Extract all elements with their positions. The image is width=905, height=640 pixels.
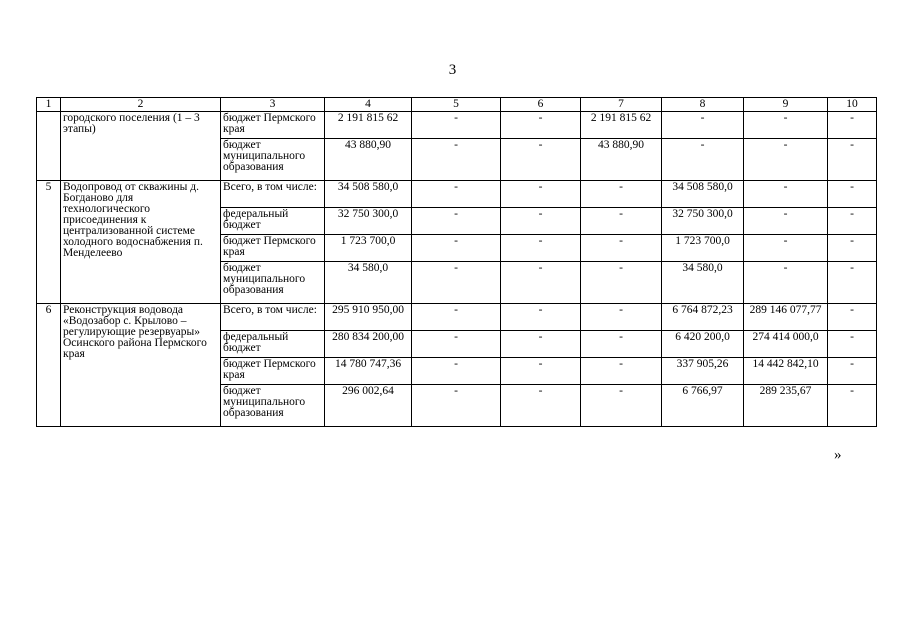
- amount-cell-6: -: [501, 181, 581, 208]
- header-cell: 6: [501, 98, 581, 112]
- amount-cell-10: -: [828, 358, 877, 385]
- amount-cell-7: 43 880,90: [581, 139, 662, 181]
- amount-cell-6: -: [501, 139, 581, 181]
- funding-source: федеральный бюджет: [221, 331, 325, 358]
- amount-cell-5: -: [412, 112, 501, 139]
- amount-cell-8: 34 580,0: [662, 262, 744, 304]
- amount-cell-9: -: [744, 208, 828, 235]
- row-number: 6: [37, 304, 61, 427]
- amount-cell-8: 32 750 300,0: [662, 208, 744, 235]
- funding-source: Всего, в том числе:: [221, 181, 325, 208]
- amount-cell-4: 34 580,0: [325, 262, 412, 304]
- amount-cell-6: -: [501, 304, 581, 331]
- amount-cell-10: -: [828, 331, 877, 358]
- amount-cell-8: 6 764 872,23: [662, 304, 744, 331]
- amount-cell-9: 289 146 077,77: [744, 304, 828, 331]
- amount-cell-6: -: [501, 235, 581, 262]
- amount-cell-7: -: [581, 181, 662, 208]
- funding-source: Всего, в том числе:: [221, 304, 325, 331]
- amount-cell-9: -: [744, 262, 828, 304]
- amount-cell-5: -: [412, 181, 501, 208]
- amount-cell-7: -: [581, 358, 662, 385]
- header-cell: 3: [221, 98, 325, 112]
- amount-cell-8: 6 766,97: [662, 385, 744, 427]
- closing-quote: »: [834, 447, 842, 463]
- header-cell: 5: [412, 98, 501, 112]
- amount-cell-6: -: [501, 331, 581, 358]
- header-cell: 4: [325, 98, 412, 112]
- amount-cell-4: 43 880,90: [325, 139, 412, 181]
- amount-cell-4: 2 191 815 62: [325, 112, 412, 139]
- amount-cell-10: -: [828, 139, 877, 181]
- amount-cell-5: -: [412, 385, 501, 427]
- amount-cell-8: 6 420 200,0: [662, 331, 744, 358]
- header-cell: 10: [828, 98, 877, 112]
- amount-cell-8: -: [662, 139, 744, 181]
- amount-cell-4: 14 780 747,36: [325, 358, 412, 385]
- amount-cell-10: -: [828, 385, 877, 427]
- project-name: городского поселения (1 – 3 этапы): [61, 112, 221, 181]
- amount-cell-7: -: [581, 331, 662, 358]
- amount-cell-6: -: [501, 112, 581, 139]
- amount-cell-7: -: [581, 208, 662, 235]
- amount-cell-5: -: [412, 262, 501, 304]
- funding-source: бюджет Пермского края: [221, 358, 325, 385]
- amount-cell-7: -: [581, 385, 662, 427]
- amount-cell-8: 337 905,26: [662, 358, 744, 385]
- amount-cell-4: 280 834 200,00: [325, 331, 412, 358]
- amount-cell-10: -: [828, 304, 877, 331]
- project-name: Водопровод от скважины д. Богданово для технологического присоединения к централизованной системе холодного водоснабжения п. Менделеево: [61, 181, 221, 304]
- header-cell: 8: [662, 98, 744, 112]
- amount-cell-5: -: [412, 304, 501, 331]
- amount-cell-5: -: [412, 139, 501, 181]
- amount-cell-9: 289 235,67: [744, 385, 828, 427]
- amount-cell-10: -: [828, 208, 877, 235]
- table-row: [37, 112, 877, 139]
- header-cell: 9: [744, 98, 828, 112]
- amount-cell-8: 34 508 580,0: [662, 181, 744, 208]
- amount-cell-6: -: [501, 358, 581, 385]
- funding-source: бюджет муниципального образования: [221, 262, 325, 304]
- amount-cell-6: -: [501, 262, 581, 304]
- amount-cell-5: -: [412, 208, 501, 235]
- amount-cell-6: -: [501, 208, 581, 235]
- header-cell: 2: [61, 98, 221, 112]
- amount-cell-8: 1 723 700,0: [662, 235, 744, 262]
- amount-cell-5: -: [412, 235, 501, 262]
- amount-cell-9: 274 414 000,0: [744, 331, 828, 358]
- funding-source: бюджет муниципального образования: [221, 139, 325, 181]
- amount-cell-9: -: [744, 235, 828, 262]
- amount-cell-4: 1 723 700,0: [325, 235, 412, 262]
- row-number: [37, 112, 61, 181]
- header-cell: 7: [581, 98, 662, 112]
- amount-cell-9: 14 442 842,10: [744, 358, 828, 385]
- amount-cell-10: -: [828, 112, 877, 139]
- amount-cell-10: -: [828, 262, 877, 304]
- row-number: 5: [37, 181, 61, 304]
- amount-cell-4: 34 508 580,0: [325, 181, 412, 208]
- page-number: 3: [448, 62, 457, 78]
- amount-cell-7: -: [581, 262, 662, 304]
- header-row: [37, 98, 877, 112]
- amount-cell-10: -: [828, 235, 877, 262]
- project-name: Реконструкция водовода «Водозабор с. Крылово – регулирующие резервуары» Осинского района Пермского края: [61, 304, 221, 427]
- amount-cell-4: 295 910 950,00: [325, 304, 412, 331]
- amount-cell-5: -: [412, 358, 501, 385]
- amount-cell-9: -: [744, 112, 828, 139]
- amount-cell-8: -: [662, 112, 744, 139]
- amount-cell-7: 2 191 815 62: [581, 112, 662, 139]
- funding-source: бюджет Пермского края: [221, 235, 325, 262]
- funding-source: федеральный бюджет: [221, 208, 325, 235]
- amount-cell-4: 32 750 300,0: [325, 208, 412, 235]
- header-cell: 1: [37, 98, 61, 112]
- amount-cell-6: -: [501, 385, 581, 427]
- amount-cell-4: 296 002,64: [325, 385, 412, 427]
- budget-table: [36, 97, 877, 427]
- amount-cell-9: -: [744, 139, 828, 181]
- amount-cell-9: -: [744, 181, 828, 208]
- table-row: [37, 304, 877, 331]
- amount-cell-5: -: [412, 331, 501, 358]
- amount-cell-10: -: [828, 181, 877, 208]
- funding-source: бюджет Пермского края: [221, 112, 325, 139]
- funding-source: бюджет муниципального образования: [221, 385, 325, 427]
- amount-cell-7: -: [581, 235, 662, 262]
- table-row: [37, 181, 877, 208]
- amount-cell-7: -: [581, 304, 662, 331]
